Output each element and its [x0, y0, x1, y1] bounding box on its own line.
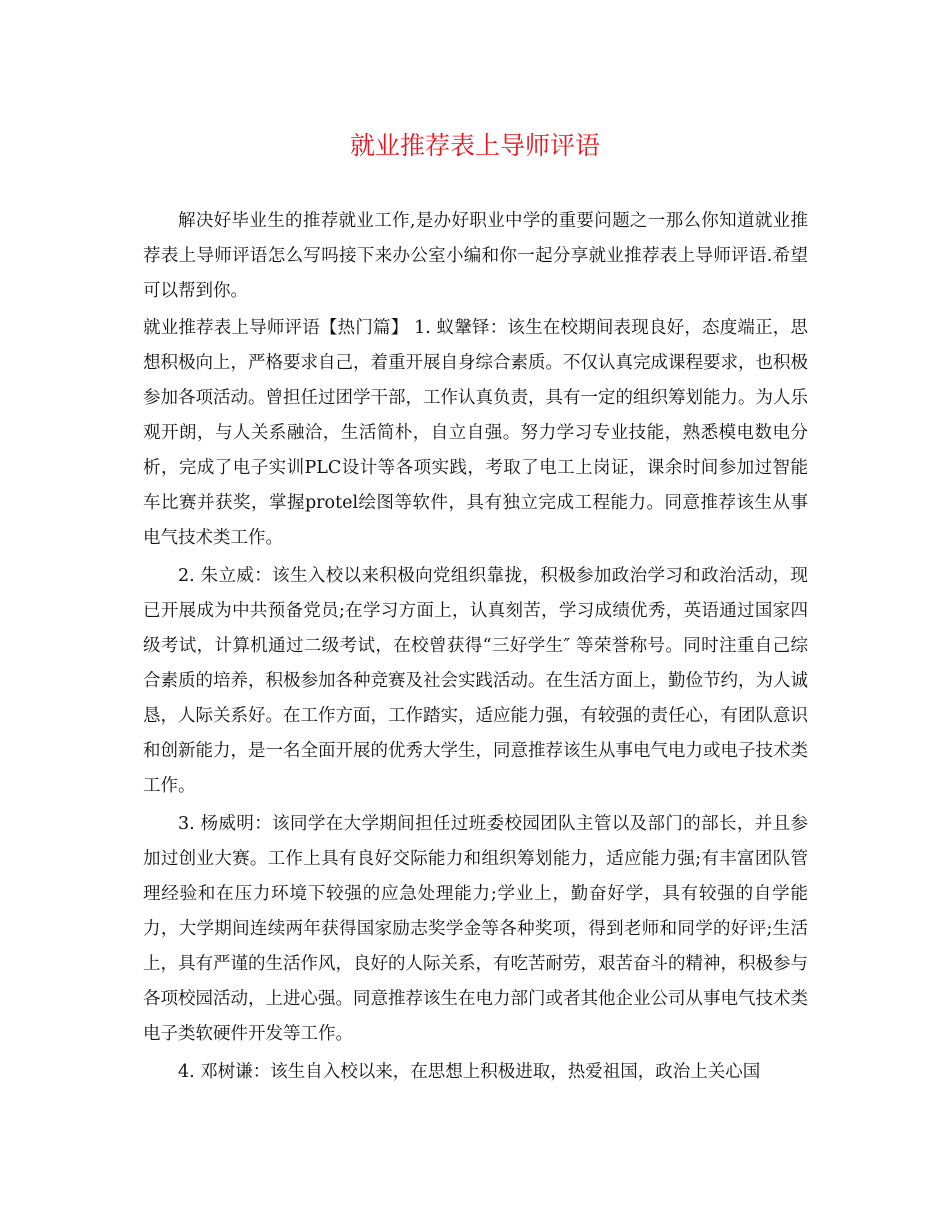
- document-body: [143, 204, 808, 1090]
- section-heading: 就业推荐表上导师评语【热门篇】: [143, 318, 409, 338]
- document-title: 就业推荐表上导师评语: [349, 131, 600, 160]
- intro-paragraph: 解决好毕业生的推荐就业工作,是办好职业中学的重要问题之一那么你知道就业推荐表上导师评语怎么写吗接下来办公室小编和你一起分享就业推荐表上导师评语.希望可以帮到你。: [143, 211, 808, 301]
- list-item-4: 4. 邓树谦：该生自入校以来，在思想上积极进取，热爱祖国，政治上关心国: [178, 1062, 761, 1082]
- list-item-2: 2. 朱立威：该生入校以来积极向党组织靠拢，积极参加政治学习和政治活动，现已开展成为中共预备党员;在学习方面上，认真刻苦，学习成绩优秀，英语通过国家四级考试，计算机通过二级考试，在校曾获得“三好学生″ 等荣誉称号。同时注重自己综合素质的培养，积极参加各种竞赛及社会实践活动。在生活方面上，勤俭节约，为人诚恳，人际关系好。在工作方面，工作踏实，适应能力强，有较强的责任心，有团队意识和创新能力，是一名全面开展的优秀大学生，同意推荐该生从事电气电力或电子技术类工作。: [143, 566, 808, 796]
- list-item-3: 3. 杨威明：该同学在大学期间担任过班委校园团队主管以及部门的部长，并且参加过创业大赛。工作上具有良好交际能力和组织筹划能力，适应能力强;有丰富团队管理经验和在压力环境下较强的应急处理能力;学业上，勤奋好学，具有较强的自学能力，大学期间连续两年获得国家励志奖学金等各种奖项，得到老师和同学的好评;生活上，具有严谨的生活作风，良好的人际关系，有吃苦耐劳，艰苦奋斗的精神，积极参与各项校园活动，上进心强。同意推荐该生在电力部门或者其他企业公司从事电气技术类电子类软硬件开发等工作。: [143, 814, 808, 1044]
- first-item-paragraph: [143, 311, 808, 556]
- list-item-1: 1. 蚁鞶铎：该生在校期间表现良好，态度端正，思想积极向上，严格要求自己，着重开展自身综合素质。不仅认真完成课程要求，也积极参加各项活动。曾担任过团学干部，工作认真负责，具有一定的组织筹划能力。为人乐观开朗，与人关系融洽，生活简朴，自立自强。努力学习专业技能，熟悉模电数电分析，完成了电子实训PLC设计等各项实践，考取了电工上岗证，课余时间参加过智能车比赛并获奖，掌握protel绘图等软件，具有独立完成工程能力。同意推荐该生从事电气技术类工作。: [143, 318, 808, 548]
